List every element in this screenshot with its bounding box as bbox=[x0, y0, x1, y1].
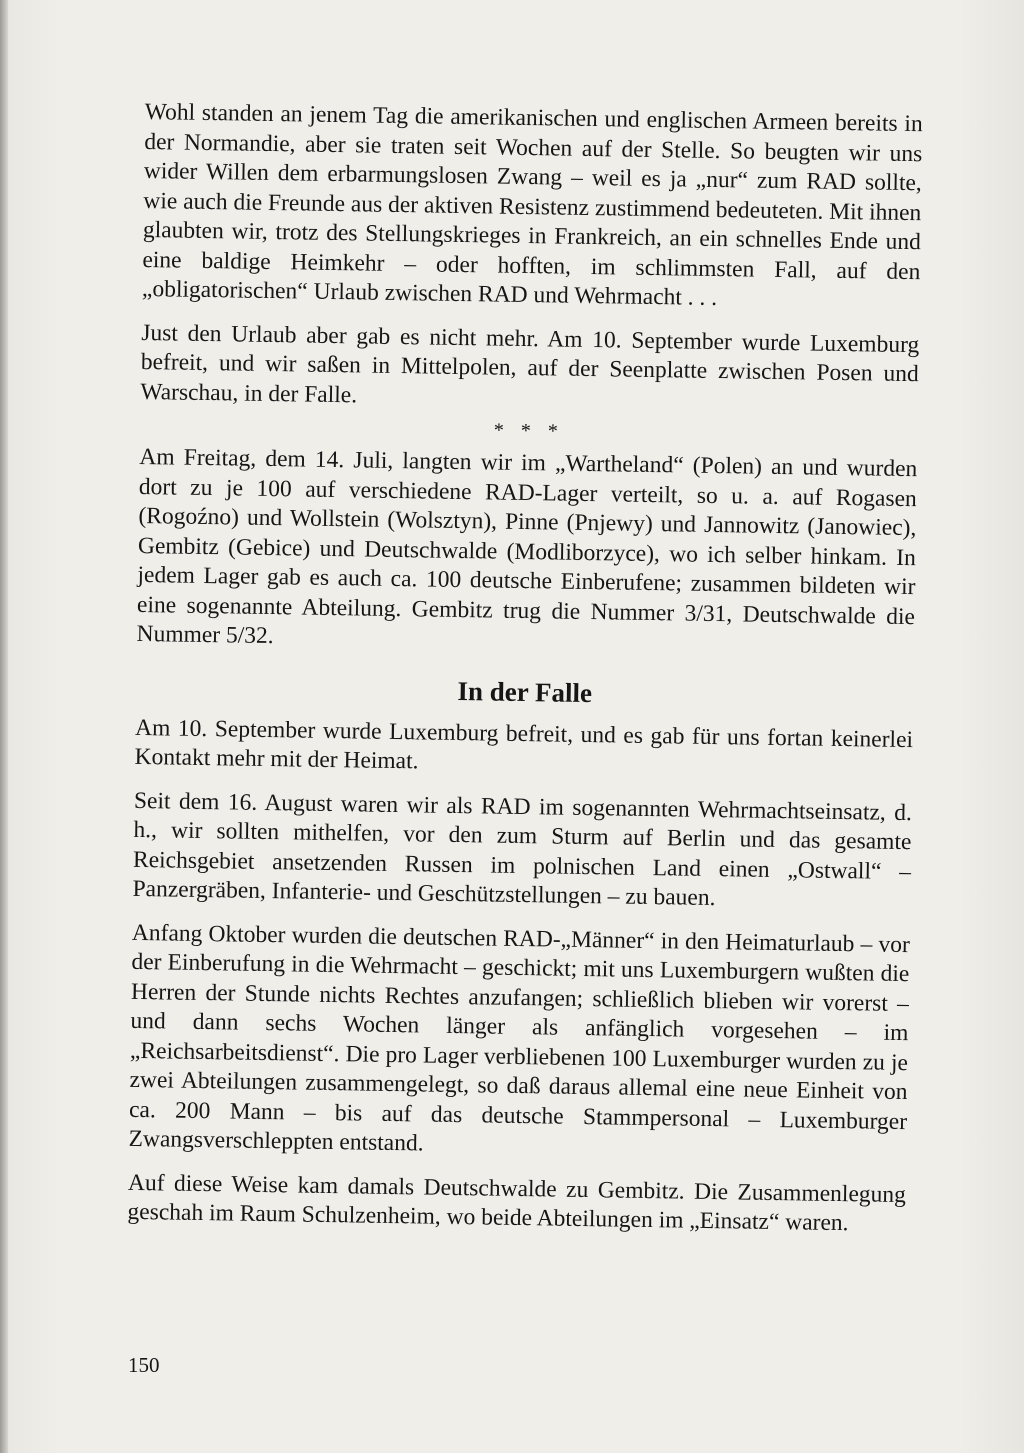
paragraph-normandie: Wohl standen an jenem Tag die amerikanischen und englischen Armeen bereits in der Normandie, aber sie traten seit Wochen auf der Stelle. So beugten wir uns wider Willen dem erbarmungslosen Zwang – weil es ja „nur“ zum RAD sollte, wie auch die Freunde aus der aktiven Resistenz zustimmend bedeuteten. Mit ihnen glaubten wir, trotz des Stellungskrieges in Frankreich, an ein schnelles Ende und eine baldige Heimkehr – oder hofften, im schlimmsten Fall, auf den „obligatorischen“ Urlaub zwischen RAD und Wehrmacht . . . bbox=[141, 98, 923, 312]
book-spine-shadow bbox=[0, 0, 8, 1453]
paragraph-luxemburg-befreit: Am 10. September wurde Luxemburg befreit, und es gab für uns fortan keinerlei Kontakt mehr mit der Heimat. bbox=[134, 714, 914, 775]
paragraph-wartheland: Am Freitag, dem 14. Juli, langten wir im „Wartheland“ (Polen) an und wurden dort zu je 100 auf verschiedene RAD-Lager verteilt, so u. a. auf Rogasen (Rogoźno) und Wollstein (Wolsztyn), Pinne (Pnjewy) und Jannowitz (Janowiec), Gembitz (Gebice) und Deutschwalde (Modliborzyce), wo ich selber hinkam. In jedem Lager gab es auch ca. 100 deutsche Einberufene; zusammen bildeten wir eine sogenannte Abteilung. Gembitz trug die Nummer 3/31, Deutschwalde die Nummer 5/32. bbox=[136, 443, 918, 650]
paragraph-wehrmachtseinsatz: Seit dem 16. August waren wir als RAD im sogenannten Wehrmachtseinsatz, d. h., wir sollten mithelfen, vor den zum Sturm auf Berlin und das gesamte Reichsgebiet ansetzenden Russen im polnischen Land einen „Ostwall“ – Panzergräben, Infanterie- und Geschützstellungen – zu bauen. bbox=[132, 787, 913, 912]
paragraph-urlaub: Just den Urlaub aber gab es nicht mehr. Am 10. September wurde Luxemburg befreit, und wir saßen in Mittelpolen, auf der Seenplatte zwischen Posen und Warschau, in der Falle. bbox=[140, 319, 920, 408]
page-number: 150 bbox=[128, 1353, 160, 1377]
section-separator: * * * bbox=[493, 419, 564, 443]
section-heading: In der Falle bbox=[457, 675, 593, 708]
page-text-block bbox=[127, 98, 923, 1254]
paragraph-heimaturlaub: Anfang Oktober wurden die deutschen RAD-„Männer“ in den Heimaturlaub – vor der Einberufung in die Wehrmacht – geschickt; mit uns Luxemburgern wußten die Herren der Stunde nichts Rechtes anzufangen; schließlich blieben wir vorerst – und dann sechs Wochen länger als anfänglich vorgesehen – im „Reichsarbeitsdienst“. Die pro Lager verbliebenen 100 Luxemburger wurden zu je zwei Abteilungen zusammengelegt, so daß daraus allemal eine neue Einheit von ca. 200 Mann – bis auf das deutsche Stammpersonal – Luxemburger Zwangsverschleppten entstand. bbox=[128, 919, 911, 1157]
paragraph-zusammenlegung: Auf diese Weise kam damals Deutschwalde zu Gembitz. Die Zusammenlegung geschah im Raum Schulzenheim, wo beide Abteilungen im „Einsatz“ waren. bbox=[127, 1169, 907, 1237]
